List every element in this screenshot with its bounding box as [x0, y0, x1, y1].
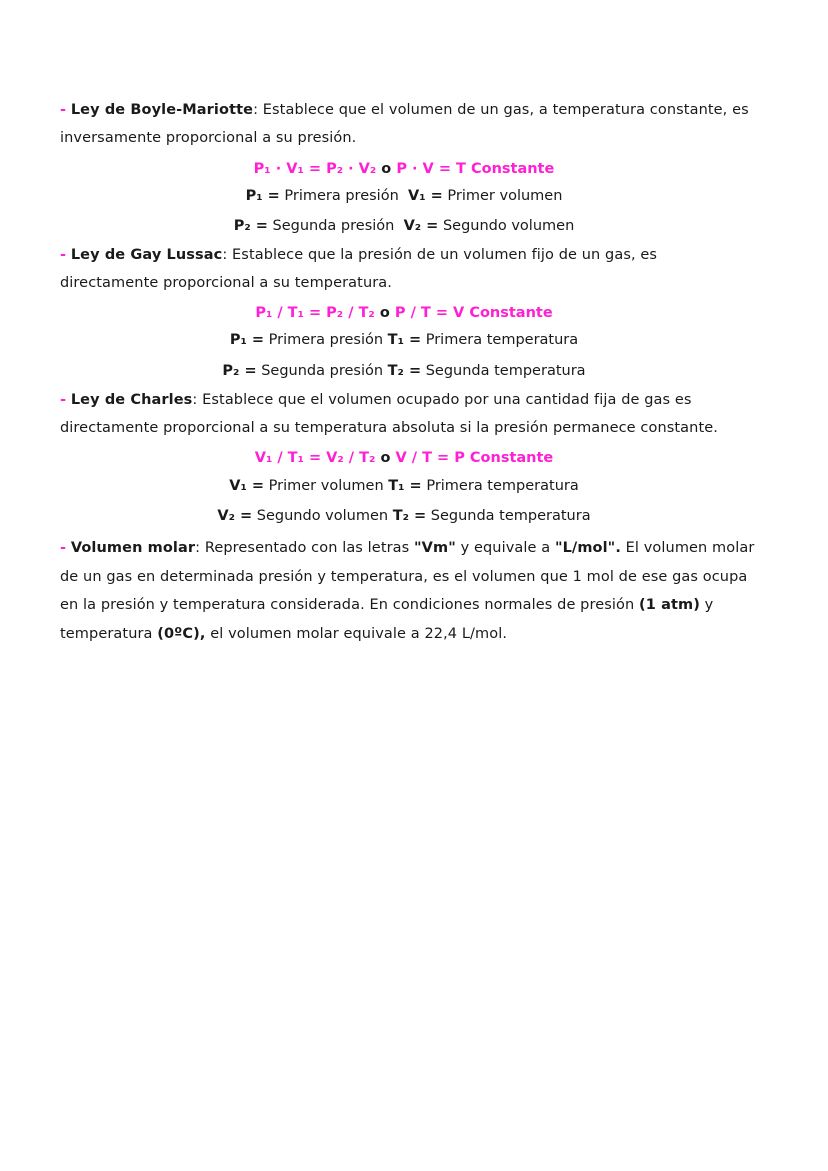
- charles-def-1: [0, 472, 808, 500]
- molar-text: : Representado con las letras: [195, 540, 415, 556]
- gaylussac-term: Ley de Gay Lussac: [70, 247, 223, 263]
- charles-text: : Establece que el volumen ocupado por una cantidad fija de gas es directamente proporcional a su temperatura absoluta si la presión permanece constante.: [60, 392, 718, 436]
- boyle-paragraph: [60, 96, 760, 152]
- gaylussac-def-2: [0, 357, 808, 385]
- boyle-formula: [0, 155, 808, 183]
- gaylussac-formula-left: P₁ / T₁ = P₂ / T₂: [255, 305, 375, 321]
- def-text: Segundo volumen: [256, 508, 389, 524]
- def-text: Segunda temperatura: [425, 363, 586, 379]
- molar-text: el volumen molar equivale a 22,4 L/mol.: [205, 625, 508, 642]
- gaylussac-paragraph: [60, 241, 760, 297]
- bullet-dash: -: [60, 540, 67, 556]
- def-text: Segundo volumen: [442, 218, 575, 234]
- def-text: Primer volumen: [268, 478, 384, 494]
- def-symbol: V₂ =: [217, 508, 253, 524]
- molar-text: y equivale a: [455, 540, 555, 556]
- def-text: Segunda temperatura: [430, 508, 591, 524]
- molar-text: El volumen molar de un gas en determinada presión y temperatura, es el volumen que 1 mol de ese gas ocupa en la presión y temperatura considerada. En condiciones normales de presión: [60, 540, 755, 613]
- def-symbol: T₁ =: [388, 478, 422, 494]
- def-text: Segunda presión: [261, 363, 384, 379]
- charles-paragraph: [60, 386, 760, 442]
- charles-formula-left: V₁ / T₁ = V₂ / T₂: [254, 450, 376, 466]
- formula-separator: o: [379, 305, 390, 321]
- charles-term: Ley de Charles: [70, 392, 193, 408]
- charles-formula: [0, 444, 808, 472]
- def-symbol: P₂ =: [233, 218, 268, 234]
- def-text: Primera temperatura: [425, 332, 579, 348]
- formula-separator: o: [381, 161, 392, 177]
- molar-text: y temperatura: [60, 597, 714, 642]
- molar-bold: (1 atm): [639, 597, 700, 613]
- gaylussac-text: : Establece que la presión de un volumen fijo de un gas, es directamente proporcional a su temperatura.: [60, 247, 658, 291]
- def-text: Primera presión: [268, 332, 384, 348]
- bullet-dash: -: [60, 392, 67, 408]
- boyle-def-1: [0, 182, 808, 210]
- def-text: Primera presión: [284, 188, 399, 204]
- charles-formula-right: V / T = P Constante: [395, 450, 554, 466]
- molar-bold: "Vm": [414, 540, 456, 556]
- bullet-dash: -: [60, 102, 67, 118]
- boyle-def-2: [0, 212, 808, 240]
- def-symbol: P₁ =: [245, 188, 280, 204]
- boyle-formula-right: P · V = T Constante: [396, 161, 555, 177]
- gaylussac-def-1: [0, 326, 808, 354]
- def-text: Primer volumen: [447, 188, 563, 204]
- def-symbol: T₁ =: [387, 332, 422, 348]
- formula-separator: o: [380, 450, 391, 466]
- def-text: Segunda presión: [272, 218, 395, 234]
- def-symbol: T₂ =: [387, 363, 422, 379]
- molar-bold: (0ºC),: [157, 625, 206, 642]
- gaylussac-formula: [0, 299, 808, 327]
- molar-paragraph: [60, 534, 760, 648]
- def-text: Primera temperatura: [426, 478, 579, 494]
- molar-bold: "L/mol".: [554, 540, 621, 556]
- def-symbol: P₂ =: [222, 363, 257, 379]
- gaylussac-formula-right: P / T = V Constante: [394, 305, 553, 321]
- boyle-term: Ley de Boyle-Mariotte: [70, 102, 254, 118]
- def-symbol: V₂ =: [403, 218, 439, 234]
- boyle-formula-left: P₁ · V₁ = P₂ · V₂: [253, 161, 377, 177]
- boyle-text: : Establece que el volumen de un gas, a temperatura constante, es inversamente proporcional a su presión.: [60, 102, 749, 146]
- bullet-dash: -: [60, 247, 67, 263]
- charles-def-2: [0, 502, 808, 530]
- def-symbol: T₂ =: [392, 508, 427, 524]
- def-symbol: V₁ =: [229, 478, 265, 494]
- def-symbol: P₁ =: [229, 332, 265, 348]
- def-symbol: V₁ =: [408, 188, 443, 204]
- molar-term: Volumen molar: [70, 540, 196, 556]
